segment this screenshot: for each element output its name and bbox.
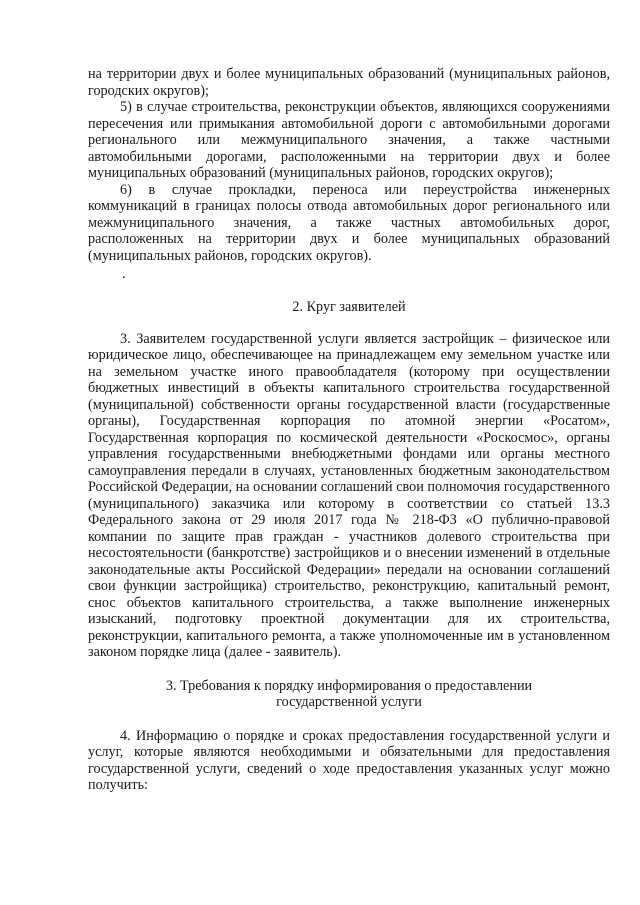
paragraph-continuation: на территории двух и более муниципальных образований (муниципальных районов, городских округов); (88, 66, 610, 99)
section-3-heading-line-2: государственной услуги (276, 694, 422, 710)
stray-dot: . (122, 266, 126, 282)
paragraph-4-information: 4. Информацию о порядке и сроках предоставления государственной услуги и услуг, которые являются необходимыми и обязательными для предоставления государственной услуги, сведений о ходе предоставления указанных услуг можно получить: (88, 727, 610, 793)
paragraph-item-6: 6) в случае прокладки, переноса или переустройства инженерных коммуникаций в границах полосы отвода автомобильных дорог регионального или межмуниципального значения, а также частных автомобильных дорог, расположенных на территории двух и более муниципальных образований (муниципальных районов, городских округов). (88, 181, 610, 264)
paragraph-item-5: 5) в случае строительства, реконструкции объектов, являющихся сооружениями пересечения или примыкания автомобильной дороги с автомобильными дорогами регионального или межмуниципального значения, а также частными автомобильными дорогами, расположенными на территории двух и более муниципальных образований (муниципальных районов, городских округов); (88, 99, 610, 181)
document-page (88, 66, 610, 794)
section-2-heading: 2. Круг заявителей (292, 299, 406, 315)
section-3-heading-line-1: 3. Требования к порядку информирования о предоставлении (165, 677, 533, 694)
paragraph-3-applicants: 3. Заявителем государственной услуги является застройщик – физическое или юридическое лицо, обеспечивающее на принадлежащем ему земельном участке или на земельном участке иного правообладателя (которому при осуществлении бюджетных инвестиций в объекты капитального строительства государственной (муниципальной) собственности органы государственной власти (государственные органы), Государственная корпорация по атомной энергии «Росатом», Государственная корпорация по космической деятельности «Роскосмос», органы управления государственными внебюджетными фондами или органы местного самоуправления передали в случаях, установленных бюджетным законодательством Российской Федерации, на основании соглашений свои полномочия государственного (муниципального) заказчика или которому в соответствии со статьей 13.3 Федерального закона от 29 июля 2017 года № 218-ФЗ «О публично-правовой компании по защите прав граждан - участников долевого строительства при несостоятельности (банкротстве) застройщиков и о внесении изменений в отдельные законодательные акты Российской Федерации» передали на основании соглашений свои функции застройщика) строительство, реконструкцию, капитальный ремонт, снос объектов капитального строительства, а также выполнение инженерных изысканий, подготовку проектной документации для их строительства, реконструкции, капитального ремонта, а также уполномоченные им в установленном законом порядке лица (далее - заявитель). (88, 330, 610, 660)
section-3-heading (88, 678, 610, 711)
